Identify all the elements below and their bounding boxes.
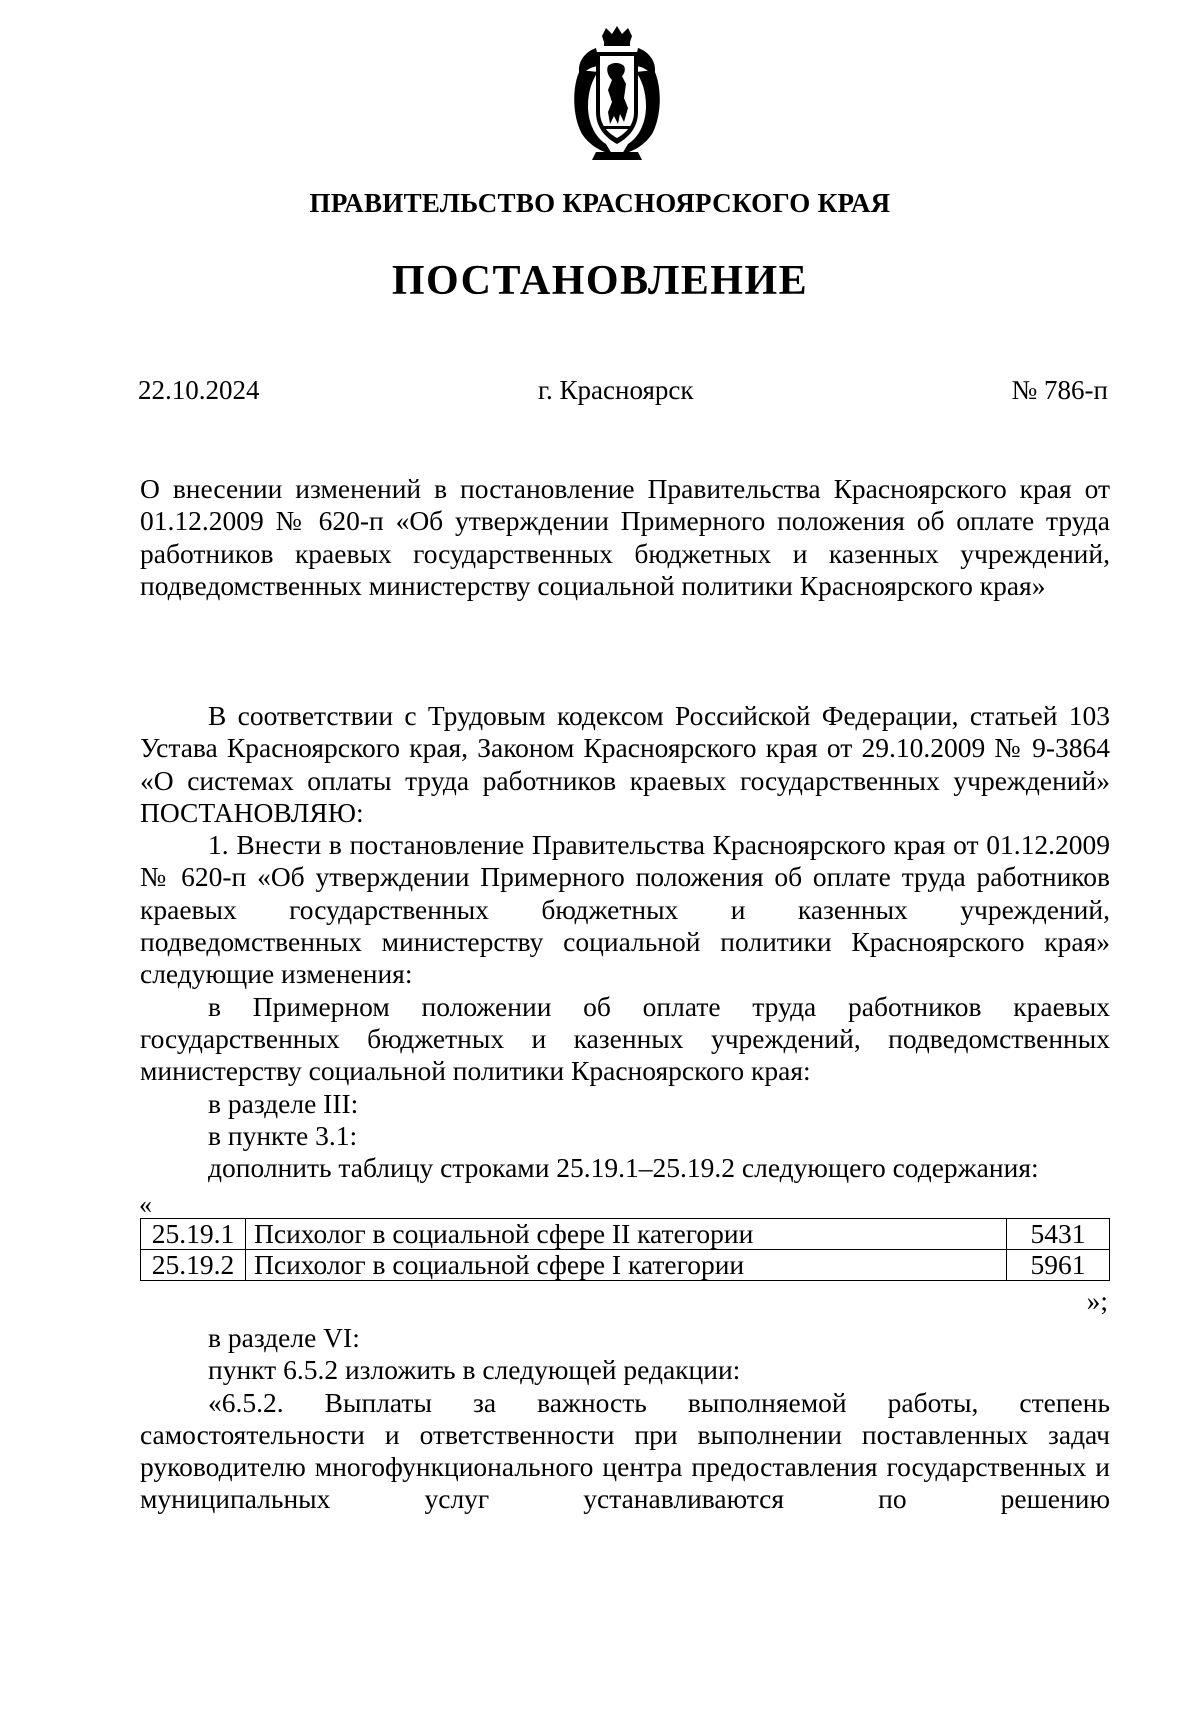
clause-6-5-2-text: «6.5.2. Выплаты за важность выполняемой работы, степень самостоятельности и ответственности при выполнении поставленных задач руководителю многофункционального центра предоставления государственных и муниципальных услуг устанавливаются по решению [140, 1386, 1110, 1515]
inserted-rows-table [140, 1218, 1110, 1281]
document-date: 22.10.2024 [138, 375, 260, 405]
table-row [141, 1219, 1110, 1250]
row-code: 25.19.2 [141, 1250, 246, 1281]
section-vi-line: в разделе VI: [208, 1322, 360, 1353]
item-1-paragraph: 1. Внести в постановление Правительства Красноярского края от 01.12.2009 № 620-п «Об утверждении Примерного положения об оплате труда работников краевых государственных бюджетных и казенных учреждений, подведомственных министерству социальной политики Красноярского края» следующие изменения: [140, 829, 1110, 990]
row-position-name: Психолог в социальной сфере II категории [246, 1219, 1007, 1250]
document-body-continued [140, 1322, 1110, 1516]
coat-of-arms-icon [566, 26, 668, 162]
document-body [140, 700, 1110, 1184]
clause-6-5-2-intro-line: пункт 6.5.2 изложить в следующей редакции: [208, 1354, 741, 1386]
quote-open-mark: « [139, 1190, 152, 1219]
amendment-intro-paragraph: в Примерном положении об оплате труда работников краевых государственных бюджетных и казенных учреждений, подведомственных министерству социальной политики Красноярского края: [140, 990, 1110, 1087]
document-type-title: ПОСТАНОВЛЕНИЕ [391, 258, 809, 304]
row-position-name: Психолог в социальной сфере I категории [246, 1250, 1007, 1281]
document-number: № 786-п [1011, 375, 1108, 405]
preamble-paragraph: В соответствии с Трудовым кодексом Российской Федерации, статьей 103 Устава Красноярского края, Законом Красноярского края от 29.10.2009 № 9-3864 «О системах оплаты труда работников краевых государственных учреждений» ПОСТАНОВЛЯЮ: [140, 700, 1110, 828]
quote-close-mark: »; [1086, 1285, 1108, 1316]
section-iii-line: в разделе III: [208, 1087, 359, 1119]
organization-title: ПРАВИТЕЛЬСТВО КРАСНОЯРСКОГО КРАЯ [309, 188, 891, 218]
document-subject: О внесении изменений в постановление Правительства Красноярского края от 01.12.2009 № 620-п «Об утверждении Примерного положения об оплате труда работников краевых государственных бюджетных и казенных учреждений, подведомственных министерству социальной политики Красноярского края» [140, 473, 1110, 601]
table-addition-line: дополнить таблицу строками 25.19.1–25.19.2 следующего содержания: [208, 1152, 1039, 1184]
clause-3-1-line: в пункте 3.1: [208, 1119, 358, 1151]
row-code: 25.19.1 [141, 1219, 246, 1250]
row-value: 5961 [1007, 1250, 1110, 1281]
row-value: 5431 [1007, 1219, 1110, 1250]
document-city: г. Красноярск [538, 375, 694, 405]
table-row [141, 1250, 1110, 1281]
